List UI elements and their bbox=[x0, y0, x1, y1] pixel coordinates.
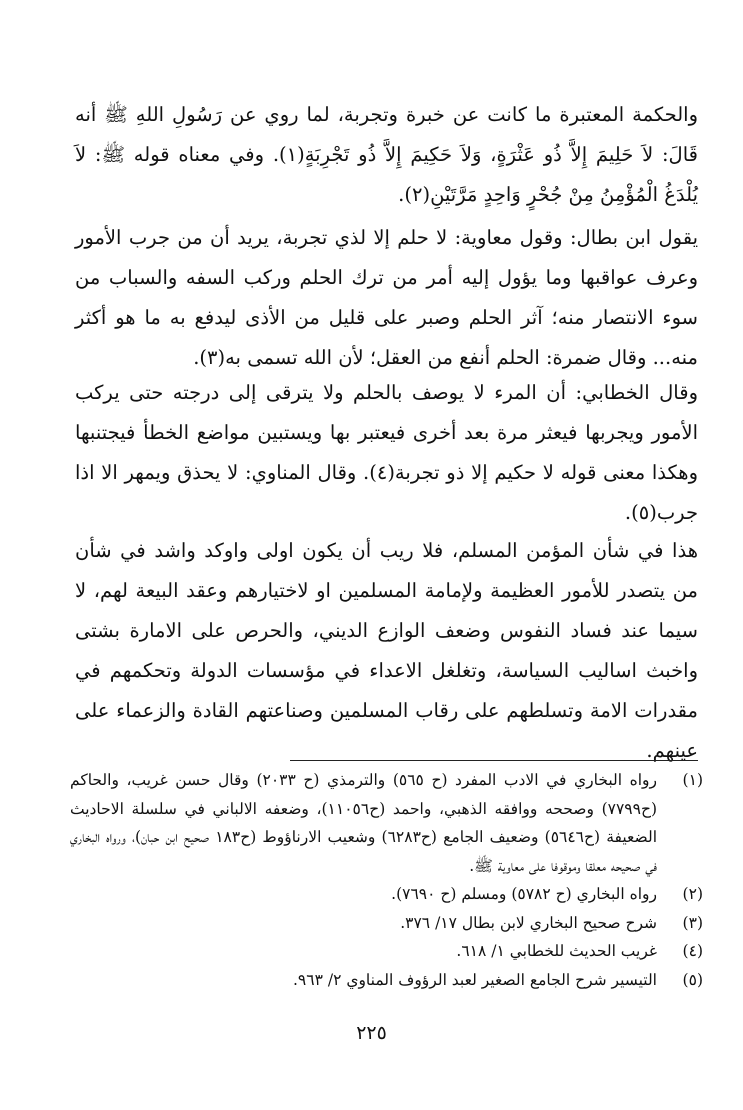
footnote-number: (٣) bbox=[682, 913, 703, 932]
footnotes-list bbox=[70, 766, 703, 994]
footnote-separator bbox=[290, 760, 698, 761]
footnote-text: التيسير شرح الجامع الصغير لعبد الرؤوف المناوي ٢/ ٩٦٣. bbox=[292, 970, 657, 989]
footnote-number: (١) bbox=[682, 771, 703, 789]
footnote-item bbox=[70, 937, 703, 966]
footnote-text: رواه البخاري (ح ٥٧٨٢) ومسلم (ح ٧٦٩٠). bbox=[391, 885, 657, 903]
footnote-text: غريب الحديث للخطابي ١/ ٦١٨. bbox=[456, 942, 657, 960]
body-paragraph: والحكمة المعتبرة ما كانت عن خبرة وتجربة، لما روي عن رَسُولِ اللهِ ﷺ أنه قَالَ: لاَ حَلِيمَ إِلاَّ ذُو عَثْرَةٍ، وَلاَ حَكِيمَ إِلاَّ ذُو تَجْرِبَةٍ(١). وفي معناه قوله ﷺ: لاَ يُلْدَغُ الْمُؤْمِنُ مِنْ جُحْرٍ وَاحِدٍ مَرَّتَيْنِ(٢). bbox=[75, 103, 698, 206]
footnote-item bbox=[70, 766, 703, 880]
body-paragraph: وقال الخطابي: أن المرء لا يوصف بالحلم ولا يترقى إلى درجته حتى يركب الأمور ويجربها فيعثر مرة بعد أخرى فيعتبر بها ويستبين مواضع الخطأ فيجتنبها وهكذا معنى قوله لا حكيم إلا ذو تجربة(٤). وقال المناوي: لا يحذق ويمهر الا اذا جرب(٥). bbox=[75, 381, 698, 524]
body-paragraph: يقول ابن بطال: وقول معاوية: لا حلم إلا لذي تجربة، يريد أن من جرب الأمور وعرف عواقبها وما يؤول إليه أمر من ترك الحلم وركب السفه والسباب من سوء الانتصار منه؛ آثر الحلم وصبر على قليل من الأذى ليدفع به ما هو أكثر منه... وقال ضمرة: الحلم أنفع من العقل؛ لأن الله تسمى به(٣). bbox=[75, 226, 698, 369]
footnote-item bbox=[70, 966, 703, 995]
page-number: ٢٢٥ bbox=[356, 1022, 387, 1044]
footnote-item bbox=[70, 909, 703, 938]
footnote-number: (٥) bbox=[682, 970, 703, 989]
footnote-item bbox=[70, 880, 703, 909]
footnote-number: (٢) bbox=[682, 885, 703, 903]
body-paragraph: هذا في شأن المؤمن المسلم، فلا ريب أن يكون اولى واوكد واشد في شأن من يتصدر للأمور العظيمة ولإمامة المسلمين او لاختيارهم وعقد البيعة لهم، لا سيما عند فساد النفوس وضعف الوازع الديني، والحرص على الامارة بشتى واخبث اساليب السياسة، وتغلغل الاعداء في مؤسسات الدولة وتحكمهم في مقدرات الامة وتسلطهم على رقاب المسلمين وصناعتهم القادة والزعماء على عينهم. bbox=[75, 539, 698, 762]
footnote-text: شرح صحيح البخاري لابن بطال ١٧/ ٣٧٦. bbox=[400, 913, 657, 932]
footnote-number: (٤) bbox=[682, 942, 703, 960]
footnote-text: رواه البخاري في الادب المفرد (ح ٥٦٥) والترمذي (ح ٢٠٣٣) وقال حسن غريب، والحاكم (ح٧٧٩٩) وصححه ووافقه الذهبي، واحمد (ح١١٠٥٦)، وضعفه الالباني في سلسلة الاحاديث الضعيفة (ح٥٦٤٦) وضعيف الجامع (ح٦٢٨٣) وشعيب الارناؤوط (ح١٨٣ صحيح ابن حبان)، ورواه البخاري في صحيحه معلقا وموقوفا على معاوية ﷺ. bbox=[70, 771, 657, 875]
